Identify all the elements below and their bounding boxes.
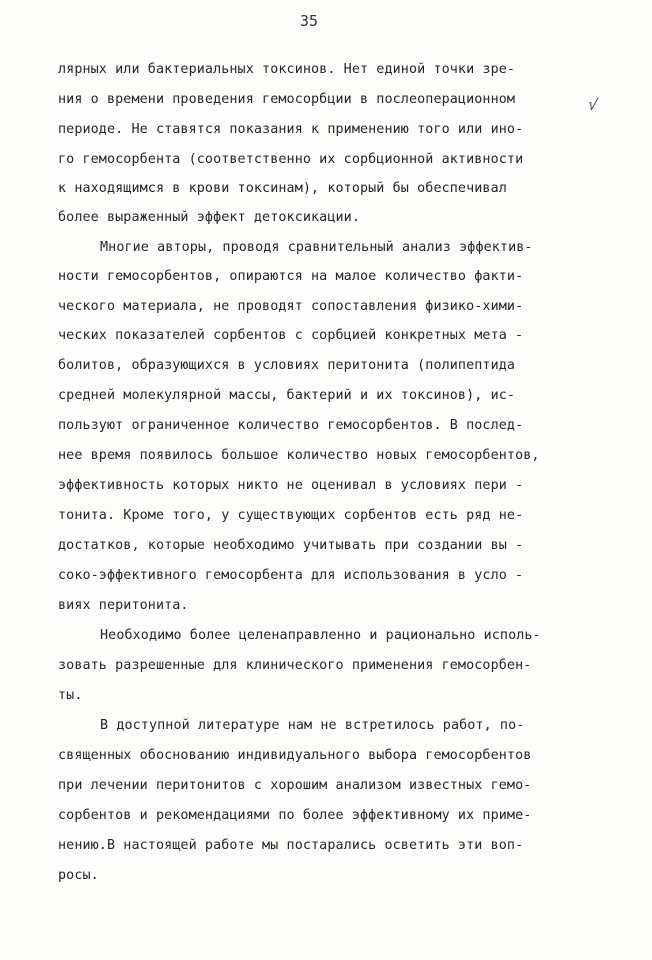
text-line: более выраженный эффект детоксикации.	[58, 210, 360, 225]
text-line: ния о времени проведения гемосорбции в послеоперационном	[58, 92, 516, 107]
text-line: зовать разрешенные для клинического применения гемосорбен-	[58, 658, 532, 673]
text-line: к находящимся в крови токсинам), который бы обеспечивал	[58, 181, 507, 196]
text-line: росы.	[58, 868, 99, 883]
margin-check-mark: √	[586, 94, 600, 115]
text-line: священных обоснованию индивидуального выбора гемосорбентов	[58, 748, 532, 763]
text-line: лярных или бактериальных токсинов. Нет единой точки зре-	[58, 62, 516, 77]
text-line: сорбентов и рекомендациями по более эффективному их приме-	[58, 808, 532, 823]
text-line: при лечении перитонитов с хорошим анализом известных гемо-	[58, 778, 532, 793]
text-line: пользуют ограниченное количество гемосорбентов. В послед-	[58, 418, 524, 433]
text-line: ческих показателей сорбентов с сорбцией конкретных мета -	[58, 328, 524, 343]
text-line: средней молекулярной массы, бактерий и их токсинов), ис-	[58, 388, 516, 403]
page-number: 35	[300, 12, 319, 30]
text-line: соко-эффективного гемосорбента для использования в усло -	[58, 568, 524, 583]
text-line: болитов, образующихся в условиях перитонита (полипептида	[58, 358, 516, 373]
text-line: эффективность которых никто не оценивал в условиях пери -	[58, 478, 524, 493]
text-line: ты.	[58, 688, 83, 703]
text-line: достатков, которые необходимо учитывать при создании вы -	[58, 538, 524, 553]
text-line: ности гемосорбентов, опираются на малое количество факти-	[58, 269, 524, 284]
text-line: В доступной литературе нам не встретилось работ, по-	[100, 718, 525, 733]
text-line: нению.В настоящей работе мы постарались осветить эти воп-	[58, 838, 524, 853]
text-line: го гемосорбента (соответственно их сорбционной активности	[58, 152, 524, 167]
text-line: нее время появилось большое количество новых гемосорбентов,	[58, 448, 540, 463]
text-line: Необходимо более целенаправленно и рационально исполь-	[100, 628, 541, 643]
text-line: Многие авторы, проводя сравнительный анализ эффектив-	[100, 240, 533, 255]
text-line: ческого материала, не проводят сопоставления физико-хими-	[58, 299, 524, 314]
text-line: периоде. Не ставятся показания к применению того или ино-	[58, 122, 524, 137]
text-line: виях перитонита.	[58, 598, 189, 613]
text-line: тонита. Кроме того, у существующих сорбентов есть ряд не-	[58, 508, 524, 523]
